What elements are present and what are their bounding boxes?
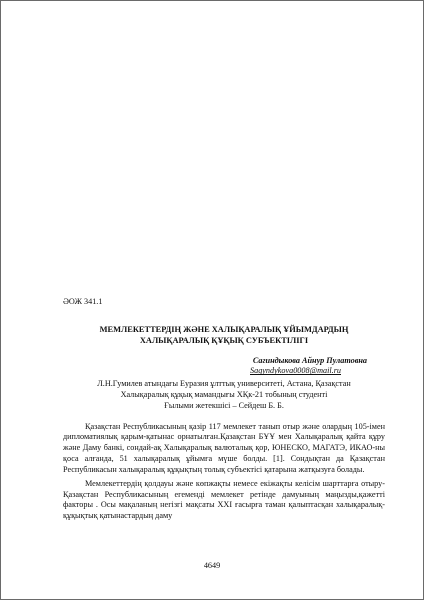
affiliation-line: Халықаралық құқық мамандығы ХҚк-21 тобының студенті: [120, 390, 328, 399]
article-title: [63, 324, 385, 347]
affiliation-line: Ғылыми жетекшісі – Сейдеш Б. Б.: [164, 400, 284, 410]
udc-code: ӘОЖ 341.1: [63, 297, 103, 306]
article-title-line: ХАЛЫҚАРАЛЫҚ ҚҰҚЫҚ СУБЪЕКТІЛІГІ: [139, 336, 309, 346]
author-email-link[interactable]: Sagyndykova0008@mail.ru: [250, 366, 341, 376]
author-name: Сагиндыкова Айнур Пулатовна: [252, 355, 367, 365]
affiliation-line: Л.Н.Гумилев атындағы Еуразия ұлттық университеті, Астана, Қазақстан: [97, 379, 351, 389]
article-title-line: МЕМЛЕКЕТТЕРДІҢ ЖӘНЕ ХАЛЫҚАРАЛЫҚ ҰЙЫМДАРДЫҢ: [99, 324, 349, 334]
page-number: 4649: [203, 561, 221, 570]
body-paragraph: Қазақстан Республикасының қазір 117 мемлекет танып отыр және олардың 105-імен дипломатиялық қарым-қатынас орнатылған.Қазақстан БҰҰ мен Халықаралық қайта құру және Даму банкі, сондай-ақ Халықаралық валюталық қор, ЮНЕСКО, МАГАТЭ, ИКАО-ны қоса алғанда, 51 халықаралық ұйымға мүше болды. [1]. Сондықтан да Қазақстан Республикасын халықаралық құқықтың толық субъектісі қатарына жатқызуға болады.: [63, 421, 385, 474]
author-affiliation: [63, 379, 385, 411]
body-paragraph: Мемлекеттердің қолдауы және көпжақты немесе екіжақты келісім шарттарға отыру-Қазақстан Республикасының егемендi мемлекет ретiнде дамуының маңызды,қажетті факторы . Осы мақаланың негізгі мақсаты XXI ғасырға таман қалыптасқан халықаралық-құқықтық қатынастардың даму: [63, 478, 385, 521]
article-body: [63, 422, 385, 522]
article-content: [63, 297, 385, 525]
